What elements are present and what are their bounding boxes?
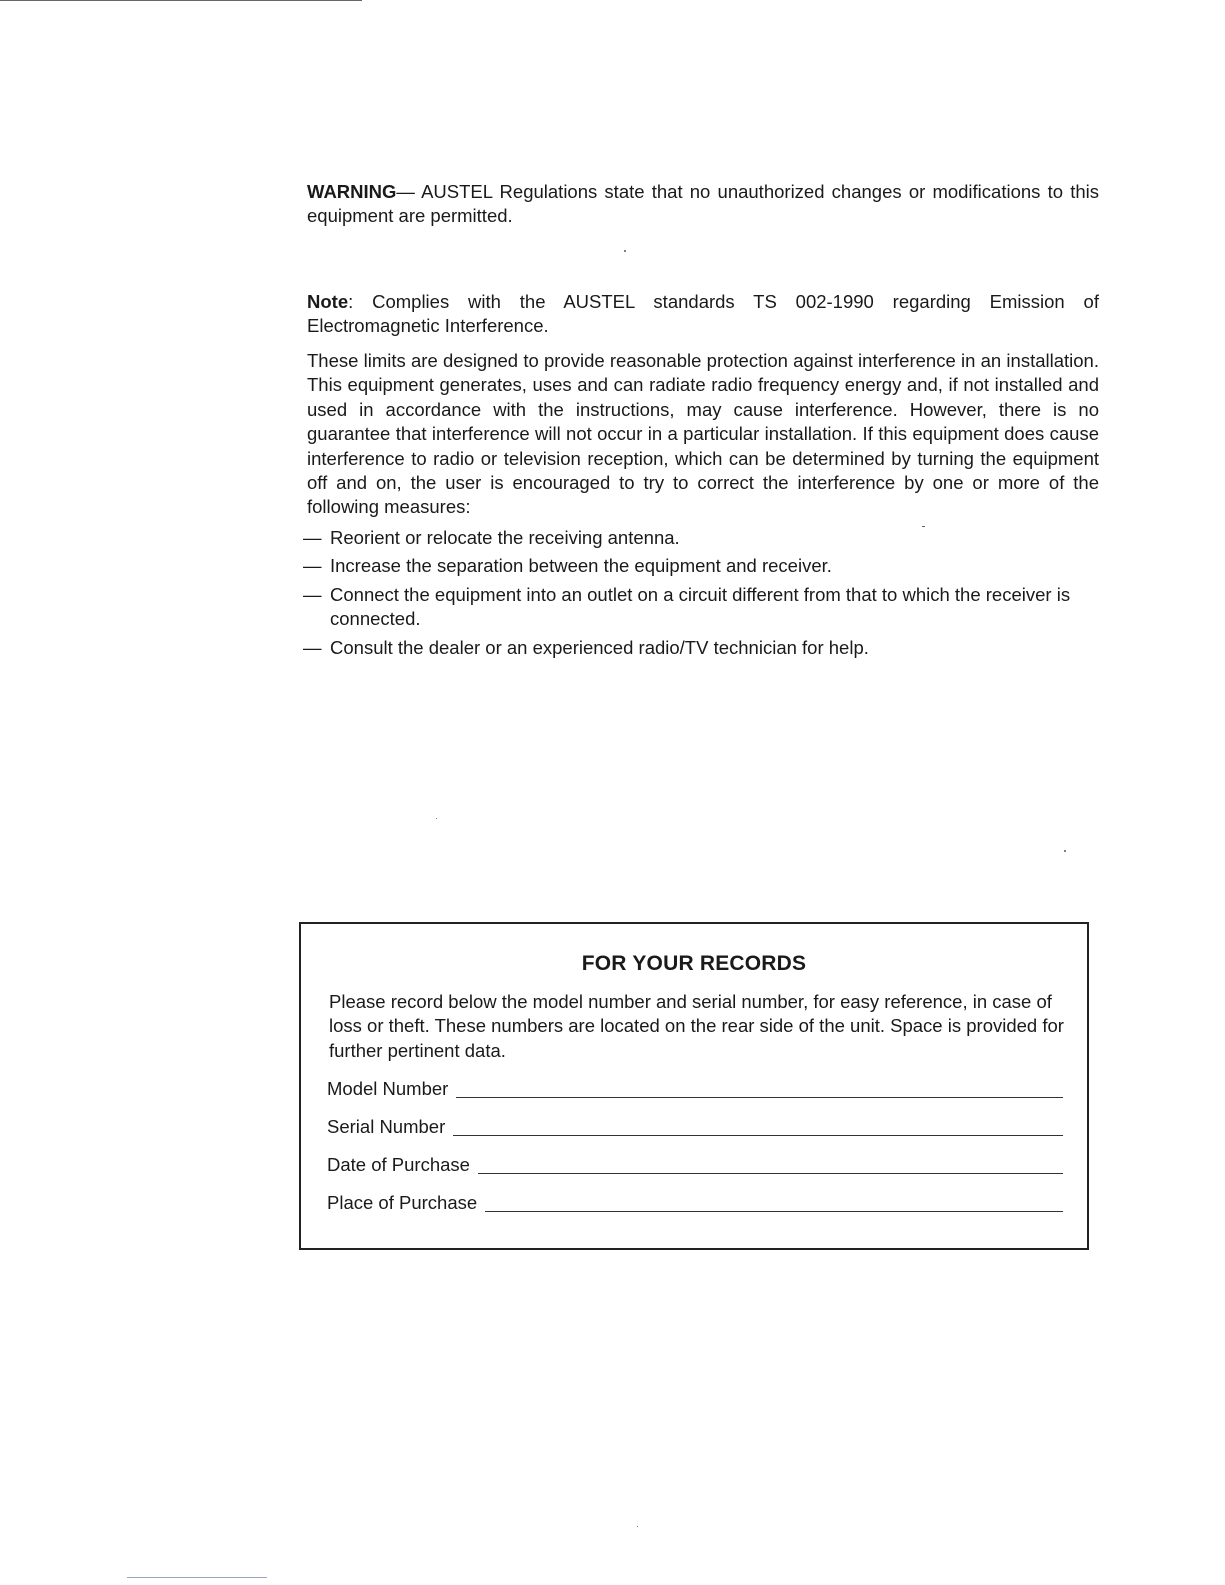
date-of-purchase-field[interactable]: [327, 1150, 1063, 1176]
place-of-purchase-field[interactable]: [327, 1188, 1063, 1214]
measure-text: Connect the equipment into an outlet on a circuit different from that to which the receiver is connected.: [330, 583, 1071, 630]
scan-speck: [436, 818, 437, 819]
measure-text: Consult the dealer or an experienced radio/TV technician for help.: [330, 636, 869, 658]
measure-item: [303, 636, 1103, 660]
note-label: Note: [307, 291, 349, 312]
measure-dash: —: [303, 555, 322, 577]
measure-text: Reorient or relocate the receiving antenna.: [330, 527, 680, 548]
model-number-line[interactable]: [456, 1097, 1063, 1098]
warning-notice: [307, 180, 1099, 229]
model-number-field[interactable]: [327, 1074, 1063, 1100]
note-text: : Complies with the AUSTEL standards TS 002-1990 regarding Emission of Electromagnetic Interference.: [307, 291, 1099, 337]
date-of-purchase-line[interactable]: [478, 1173, 1063, 1174]
measure-item: [303, 554, 1103, 578]
measure-item: [303, 583, 1103, 632]
scan-speck: [1064, 850, 1066, 852]
scan-speck: [624, 250, 626, 252]
limits-paragraph: [307, 349, 1099, 520]
serial-number-field[interactable]: [327, 1112, 1063, 1138]
scan-speck: [637, 1526, 638, 1527]
measure-dash: —: [303, 636, 322, 658]
warning-label: WARNING: [307, 181, 397, 202]
serial-number-label: Serial Number: [327, 1116, 446, 1137]
measure-dash: —: [303, 527, 322, 548]
measure-item: [303, 526, 1103, 550]
measure-dash: —: [303, 583, 322, 605]
warning-text: — AUSTEL Regulations state that no unauthorized changes or modifications to this equipment are permitted.: [307, 181, 1099, 227]
place-of-purchase-line[interactable]: [485, 1211, 1063, 1212]
place-of-purchase-label: Place of Purchase: [327, 1192, 478, 1213]
serial-number-line[interactable]: [453, 1135, 1063, 1136]
records-title: FOR YOUR RECORDS: [581, 952, 807, 975]
scan-speck: [922, 526, 925, 527]
limits-text: These limits are designed to provide reasonable protection against interference in an installation. This equipment generates, uses and can radiate radio frequency energy and, if not installed and used in accordance with the instructions, may cause interference. However, there is no guarantee that interference will not occur in a particular installation. If this equipment does cause interference to radio or television reception, which can be determined by turning the equipment off and on, the user is encouraged to try to correct the interference by one or more of the following measures:: [307, 350, 1099, 518]
measures-list: [303, 526, 1103, 664]
date-of-purchase-label: Date of Purchase: [327, 1154, 470, 1175]
measure-text: Increase the separation between the equipment and receiver.: [330, 555, 832, 577]
compliance-note: [307, 290, 1099, 339]
records-instructions: Please record below the model number and serial number, for easy reference, in case of loss or theft. These numbers are located on the rear side of the unit. Space is provided for further pertinent data.: [329, 991, 1064, 1061]
bottom-edge-rule: [127, 1577, 267, 1578]
records-box: [299, 922, 1089, 1250]
model-number-label: Model Number: [327, 1078, 449, 1099]
top-edge-rule: [0, 0, 362, 1]
